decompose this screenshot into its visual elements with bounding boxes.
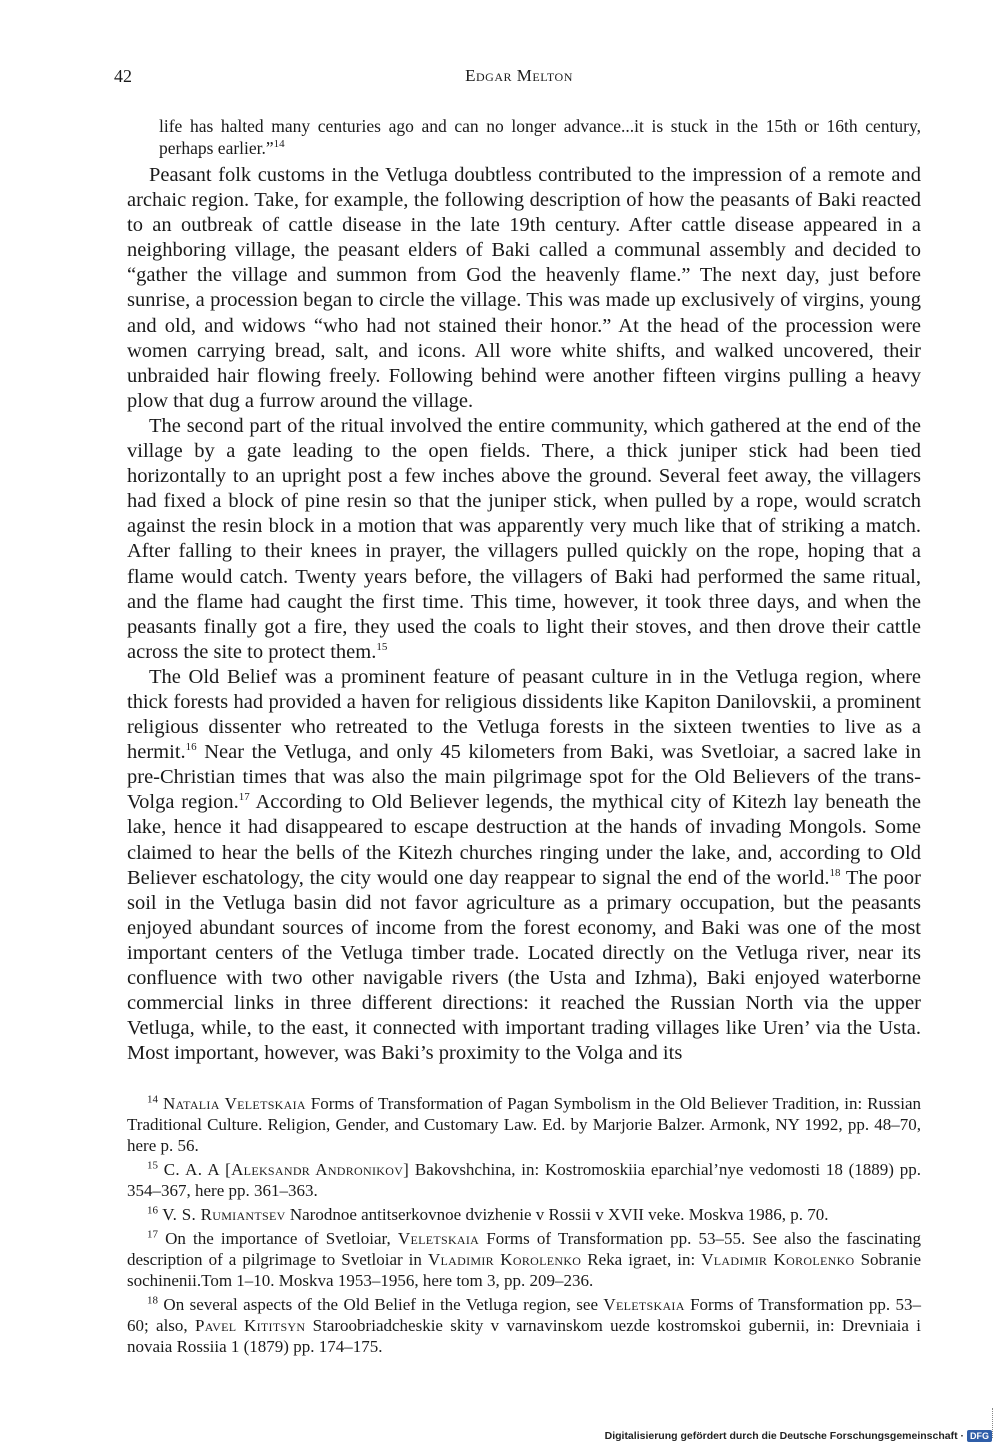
- digitization-footer: [605, 1430, 992, 1442]
- footnote: [127, 1228, 921, 1291]
- block-quote: [159, 115, 921, 159]
- footnote-text: Reka igraet, in:: [581, 1250, 702, 1269]
- footnote-author: Vladimir Korolenko: [701, 1250, 855, 1269]
- paragraph-text: The second part of the ritual involved the entire community, which gathered at the end of the village by a gate leading to the open fields. There, a thick juniper stick had been tied horizontally to an upright post a few inches above the ground. Several feet away, the villagers had fixed a block of pine resin so that the juniper stick, when pulled by a rope, would scratch against the resin block in a motion that was apparently very much like that of striking a match. After falling to their knees in prayer, the villagers pulled quickly on the rope, hoping that a flame would catch. Twenty years before, the villagers of Baki had performed the same ritual, and the flame had caught the first time. This time, however, it took three days, and when the peasants finally got a fire, they used the coals to light their stoves, and then drove their cattle across the site to protect them.: [127, 414, 921, 663]
- page-header: [114, 66, 924, 92]
- footnote-text: Forms of Transformation pp. 53–55. See also the fascinating description of a pilgrimage to Svetloiar in: [127, 1229, 921, 1269]
- footnote-ref[interactable]: 15: [376, 640, 388, 653]
- footnote-text: Forms of Transformation of Pagan Symbolism in the Old Believer Tradition, in: Russian Traditional Culture. Religion, Gender, and Customary Law. Ed. by Marjorie Balzer. Armonk, NY 1992, pp. 48–70, here p. 56.: [127, 1094, 922, 1155]
- footnote-author: Veletskaia: [397, 1229, 480, 1248]
- paragraph: [127, 665, 921, 1067]
- footnote-number: 15: [147, 1159, 158, 1172]
- footnote: [127, 1204, 921, 1225]
- footnote-author: Veletskaia: [603, 1295, 685, 1314]
- main-text: [127, 115, 921, 1066]
- paragraph-text: The poor soil in the Vetluga basin did not favor agriculture as a primary occupation, but the peasants enjoyed abundant sources of income from the forest economy, and Baki was one of the most important centers of the Vetluga timber trade. Located directly on the Vetluga river, near its confluence with two other navigable rivers (the Usta and Izhma), Baki enjoyed waterborne commercial links in three different directions: it reached the Russian North via the upper Vetluga, while, to the east, it connected with important trading villages like Uren’ via the Usta. Most important, however, was Baki’s proximity to the Volga and its: [127, 866, 921, 1065]
- footnote-author: C. A. A [Aleksandr Andronikov]: [163, 1160, 410, 1179]
- paragraph-text: The Old Belief was a prominent feature of peasant culture in in the Vetluga region, where thick forests had provided a haven for religious dissidents like Kapiton Danilovskii, a prominent religious dissenter who retreated to the Vetluga forests in the sixteen twenties to live as a hermit.: [127, 665, 921, 764]
- footnote-ref[interactable]: 14: [273, 138, 285, 151]
- paragraph-text: According to Old Believer legends, the mythical city of Kitezh lay beneath the lake, hence it had disappeared to escape destruction at the hands of invading Mongols. Some claimed to hear the bells of the Kitezh churches ringing under the lake, and, according to Old Believer eschatology, the city would one day reappear to signal the end of the world.: [127, 791, 922, 889]
- footnote-number: 14: [147, 1093, 158, 1106]
- footnote-number: 17: [147, 1228, 158, 1241]
- running-head: Edgar Melton: [465, 66, 573, 85]
- footnote-ref[interactable]: 17: [238, 791, 250, 804]
- paragraph: [127, 163, 921, 414]
- footnote-text: Staroobriadcheskie skity v varnavinskom uezde kostromskoi gubernii, in: Drevniaia i novaia Rossiia 1 (1879) pp. 174–175.: [127, 1316, 921, 1356]
- footer-text: Digitalisierung gefördert durch die Deutsche Forschungsgemeinschaft ·: [604, 1430, 964, 1442]
- footnote-number: 18: [147, 1294, 158, 1307]
- paragraph-text: Near the Vetluga, and only 45 kilometers from Baki, was Svetloiar, a sacred lake in pre-Christian times that was also the main pilgrimage spot for the Old Believers of the trans-Volga region.: [127, 741, 921, 814]
- footnote-number: 16: [147, 1204, 158, 1217]
- footnote-author: Pavel Kititsyn: [195, 1316, 306, 1335]
- page-number: 42: [114, 66, 132, 86]
- footnote-text: Bakovshchina, in: Kostromoskiia eparchial’nye vedomosti 18 (1889) pp. 354–367, here pp. 361–363.: [127, 1160, 921, 1200]
- footnote-text: On several aspects of the Old Belief in the Vetluga region, see: [158, 1295, 604, 1314]
- footnote: [127, 1159, 921, 1201]
- dfg-logo-icon: DFG: [967, 1430, 992, 1442]
- footnote-text: Narodnoe antitserkovnoe dvizhenie v Rossii v XVII veke. Moskva 1986, p. 70.: [285, 1205, 829, 1224]
- margin-mark: [992, 1408, 994, 1438]
- footnote-text: On the importance of Svetloiar,: [158, 1229, 398, 1248]
- footnotes: [127, 1093, 921, 1360]
- paragraph-text: Peasant folk customs in the Vetluga doubtless contributed to the impression of a remote and archaic region. Take, for example, the following description of how the peasants of Baki reacted to an outbreak of cattle disease in the late 19th century. After cattle disease appeared in a neighboring village, the peasant elders of Baki called a communal assembly and decided to “gather the village and summon from God the heavenly flame.” The next day, just before sunrise, a procession began to circle the village. This was made up exclusively of virgins, young and old, and widows “who had not stained their honor.” At the head of the procession were women carrying bread, salt, and icons. All wore white shifts, and walked uncovered, their unbraided hair flowing freely. Following behind were another fifteen virgins pulling a heavy plow that dug a furrow around the village.: [127, 164, 921, 412]
- footnote-author: Natalia Veletskaia: [162, 1094, 306, 1113]
- footnote: [127, 1294, 921, 1357]
- footnote-text: Sobranie sochinenii.Tom 1–10. Moskva 1953–1956, here tom 3, pp. 209–236.: [127, 1250, 921, 1290]
- footnote: [127, 1093, 921, 1156]
- footnote-author: V. S. Rumiantsev: [162, 1205, 286, 1224]
- quote-text: life has halted many centuries ago and can no longer advance...it is stuck in the 15th or 16th century, perhaps earlier.”: [159, 116, 921, 158]
- paragraph: [127, 414, 921, 665]
- footnote-author: Vladimir Korolenko: [427, 1250, 582, 1269]
- footnote-text: Forms of Transformation pp. 53–60; also,: [127, 1295, 921, 1335]
- footnote-ref[interactable]: 16: [185, 741, 197, 754]
- footnote-ref[interactable]: 18: [829, 866, 841, 879]
